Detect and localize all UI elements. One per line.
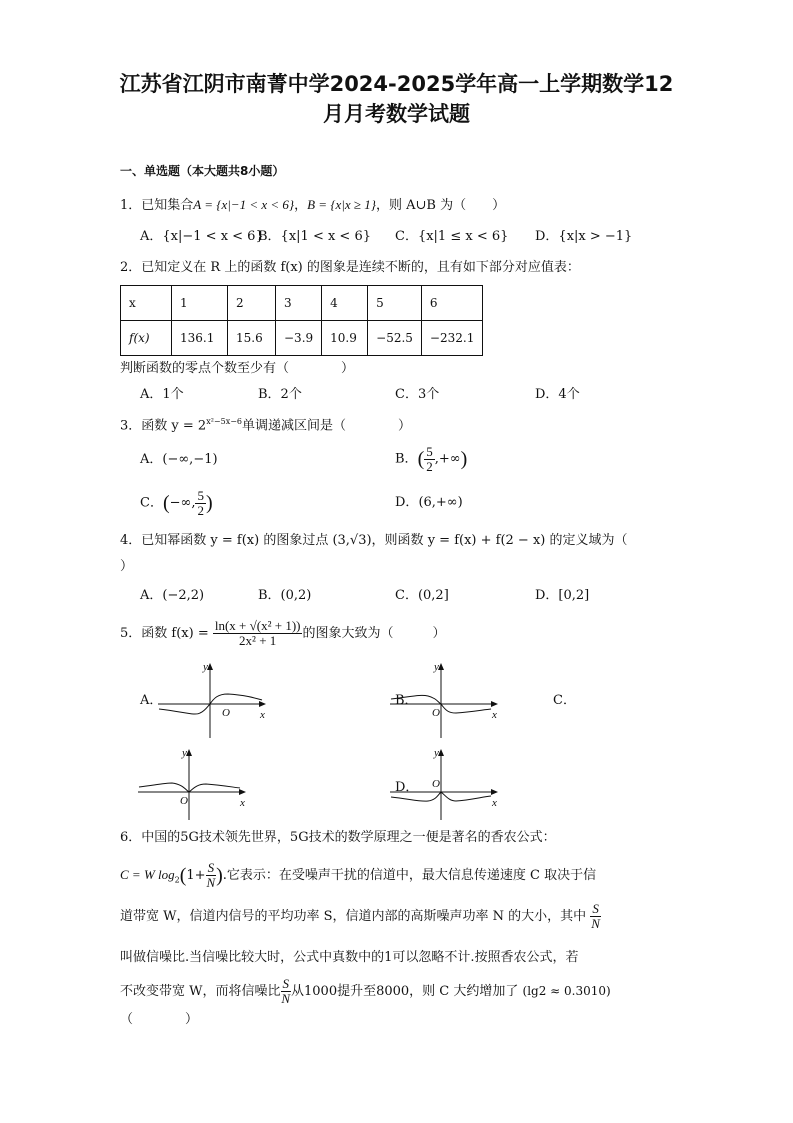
q4-stem: 4．已知幂函数 y = f(x) 的图象过点 (3,√3)，则函数 y = f(x) + f(2 − x) 的定义域为（ xyxy=(120,533,628,548)
q4-option-b[interactable]: B．(0,2) xyxy=(258,588,312,603)
table-cell: −3.9 xyxy=(276,321,322,356)
graph-c-y-label: y xyxy=(182,747,187,759)
table-cell: 5 xyxy=(368,286,422,321)
table-cell: 10.9 xyxy=(322,321,368,356)
q2-ask: 判断函数的零点个数至少有（ ） xyxy=(120,361,355,376)
table-cell: 2 xyxy=(228,286,276,321)
q3-option-c[interactable]: C．(−∞, $\frac{5}{2}$ ) xyxy=(140,487,213,518)
graph-b-x-label: x xyxy=(492,709,497,721)
graph-d-y-label: y xyxy=(434,747,439,759)
q3-option-b[interactable]: B．( $\frac{5}{2}$ ,+∞) xyxy=(395,443,468,474)
table-cell: 1 xyxy=(172,286,228,321)
graph-d-x-label: x xyxy=(492,797,497,809)
q6-answer-blank: （ ） xyxy=(120,1012,199,1027)
graph-c-origin: O xyxy=(180,795,188,807)
table-cell: 3 xyxy=(276,286,322,321)
q6-line2: C = W $\log_2(1+$ $\frac{S}{N}$ ).它表示：在受噪声干扰的信道中，最大信息传递速度 C 取决于信 xyxy=(120,860,597,890)
q5-label-c[interactable]: C． xyxy=(553,693,576,708)
q5-label-d[interactable]: D． xyxy=(395,780,419,795)
q6-line3: 道带宽 W，信道内信号的平均功率 S，信道内部的高斯噪声功率 N 的大小，其中 $\frac{S}{N}$ xyxy=(120,901,600,931)
q3-option-a[interactable]: A．(−∞,−1) xyxy=(140,452,218,467)
q4-option-a[interactable]: A．(−2,2) xyxy=(140,588,205,603)
q6-line4: 叫做信噪比.当信噪比较大时，公式中真数中的1可以忽略不计.按照香农公式，若 xyxy=(120,950,579,965)
graph-c[interactable] xyxy=(138,750,245,820)
table-cell: x xyxy=(121,286,172,321)
graph-a-x-label: x xyxy=(260,709,265,721)
table-cell: 4 xyxy=(322,286,368,321)
q4-option-c[interactable]: C．(0,2] xyxy=(395,588,449,603)
graph-b-origin: O xyxy=(432,707,440,719)
q6-line5: 不改变带宽 W，而将信噪比 $\frac{S}{N}$ 从1000提升至8000，则 C 大约增加了 (lg2 ≈ 0.3010) xyxy=(120,976,611,1006)
q4-option-d[interactable]: D．[0,2] xyxy=(535,588,590,603)
section-heading: 一、单选题（本大题共8小题） xyxy=(120,164,285,178)
graph-d[interactable] xyxy=(390,750,497,820)
table-cell: −52.5 xyxy=(368,321,422,356)
q2-option-c[interactable]: C．3个 xyxy=(395,387,440,402)
q2-stem: 2．已知定义在 R 上的函数 f(x) 的图象是连续不断的，且有如下部分对应值表： xyxy=(120,260,580,275)
q5-label-b[interactable]: B． xyxy=(395,693,418,708)
q2-option-a[interactable]: A．1个 xyxy=(140,387,184,402)
q2-option-d[interactable]: D．4个 xyxy=(535,387,580,402)
q1-option-a[interactable]: A．{x|−1 < x < 6} xyxy=(140,229,264,244)
q1-stem: 1．已知集合A = {x|−1 < x < 6}，B = {x|x ≥ 1}，则 A∪B 为（ ） xyxy=(120,197,506,213)
graph-d-origin: O xyxy=(432,778,440,790)
graph-c-x-label: x xyxy=(240,797,245,809)
title-line2: 月月考数学试题 xyxy=(323,102,470,126)
q1-option-b[interactable]: B．{x|1 < x < 6} xyxy=(258,229,371,244)
q1-option-c[interactable]: C．{x|1 ≤ x < 6} xyxy=(395,229,509,244)
graph-b[interactable] xyxy=(390,664,497,738)
q5-label-a[interactable]: A． xyxy=(140,693,163,708)
q3-stem: 3．函数 $y = 2^{x^2-5x-6}$单调递减区间是（ ） xyxy=(120,417,412,434)
table-cell: 6 xyxy=(421,286,482,321)
title-line1: 江苏省江阴市南菁中学2024-2025学年高一上学期数学12 xyxy=(119,72,674,96)
table-cell: f(x) xyxy=(121,321,172,356)
graph-a-y-label: y xyxy=(203,661,208,673)
table-cell: 136.1 xyxy=(172,321,228,356)
graph-b-y-label: y xyxy=(434,661,439,673)
graph-a-origin: O xyxy=(222,707,230,719)
q4-stem-end: ） xyxy=(120,559,134,574)
q6-line1: 6．中国的5G技术领先世界，5G技术的数学原理之一便是著名的香农公式： xyxy=(120,830,556,845)
q3-option-d[interactable]: D．(6,+∞) xyxy=(395,495,463,510)
q2-option-b[interactable]: B．2个 xyxy=(258,387,302,402)
q5-stem: 5．函数 f(x) = $\frac{\text{ln(x + √(x² + 1))}}{\text{2x² + 1}}$ 的图象大致为（ ） xyxy=(120,618,446,648)
table-cell: 15.6 xyxy=(228,321,276,356)
graph-a[interactable] xyxy=(158,664,265,738)
table-cell: −232.1 xyxy=(421,321,482,356)
q1-option-d[interactable]: D．{x|x > −1} xyxy=(535,229,633,244)
